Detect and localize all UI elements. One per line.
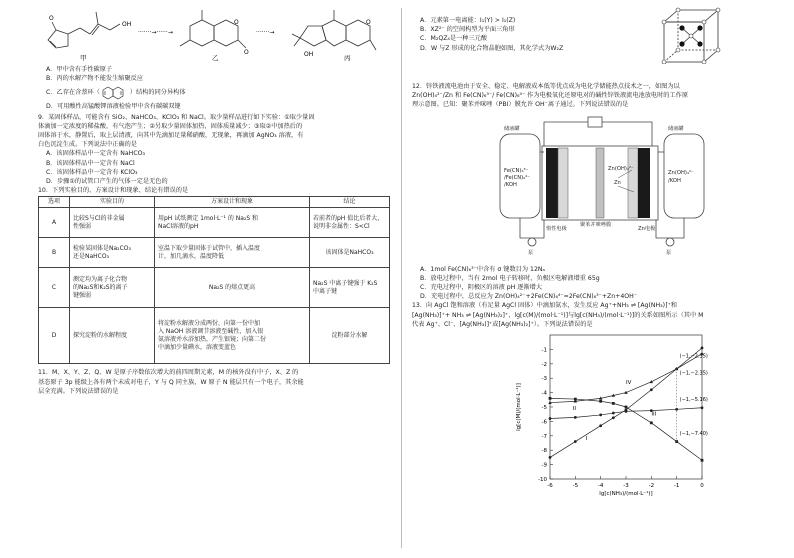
- table-header-row: [39, 197, 390, 208]
- table-cell: Na₂S 中离子键强于 K₂S 中离子键: [310, 268, 390, 308]
- q8-option-b: B．丙的水解产物不能发生缩聚反应: [46, 75, 144, 83]
- data-point: [612, 402, 615, 405]
- x-axis-label: lg[c(NH₃)/(mol·L⁻¹)]: [599, 490, 653, 497]
- left-electrode-label: 惰性电极: [546, 225, 567, 232]
- pump-right: [666, 238, 674, 246]
- x-tick-label: 0: [700, 482, 704, 489]
- battery-diagram: [412, 112, 760, 262]
- label-bing: 丙: [344, 54, 351, 62]
- q8-option-c-text-1: C．乙存在含萘环（: [46, 88, 100, 96]
- table-cell: 该固体是NaHCO₃: [310, 238, 390, 268]
- data-point: [701, 346, 704, 349]
- right-column: [412, 0, 760, 500]
- table-cell: 用pH 试纸测定 1mol·L⁻¹ 的 Na₂S 和 NaCl溶液的pH: [155, 208, 310, 238]
- q11-option-a: A．元素第一电离能：I₁(Y) > I₁(Z): [420, 17, 516, 24]
- yi-o2-label: O: [244, 49, 249, 56]
- q9-option-c: C．该固体样品中一定含有 KClO₃: [46, 168, 138, 176]
- zn-electrode: [638, 148, 650, 218]
- data-point: [574, 416, 577, 419]
- table-cell: B: [39, 238, 70, 268]
- q8-option-c-text-2: ）结构的同分异构体: [129, 88, 186, 96]
- table-row: [39, 308, 390, 364]
- x-tick-label: -3: [623, 482, 629, 489]
- q8-option-c: [38, 84, 390, 102]
- table-cell: 若前者的pH 值比后者大， 说明非金属性：S<Cl: [310, 208, 390, 238]
- table-cell: D: [39, 308, 70, 364]
- table-cell: 探究淀粉的水解程度: [70, 308, 155, 364]
- y-axis-label: lg[c(M)/(mol·L⁻¹)]: [516, 383, 522, 431]
- table-cell: Na₂S 的熔点更高: [155, 268, 310, 308]
- data-point: [612, 416, 615, 419]
- bing-o-label: O: [366, 19, 371, 26]
- data-point: [599, 424, 602, 427]
- right-solution-2: /KOH: [668, 177, 681, 184]
- q13-stem: 13．向 AgCl 饱和溶液（有足量 AgCl 固体）中滴加氨水，发生反应 Ag⁺+NH₃ ⇌ [Ag(NH₃)]⁺和 [Ag(NH₃)]⁺+ NH₃ ⇌ [Ag(NH₃)₂]⁺，lg[c(M)/(mol·L⁻¹)]与lg[c(NH₃)/(mol·L⁻¹)]的关系如图所示（其中 M 代表 Ag⁺、Cl⁻、[Ag(NH₃)]⁺或[Ag(NH₃)₂]⁺）。下列说法错误的是: [412, 302, 704, 328]
- q10-table: [38, 196, 390, 364]
- inert-electrode: [546, 148, 558, 218]
- structure-yi: [180, 10, 246, 48]
- column-divider: [401, 8, 402, 548]
- data-point: [650, 388, 653, 391]
- y-tick-label: -10: [538, 476, 547, 483]
- arrow-1: ·······→······→: [138, 29, 173, 36]
- y-tick-label: -6: [541, 419, 547, 426]
- q13-chart: [512, 329, 712, 497]
- pump-right-label: 泵: [666, 249, 672, 256]
- data-point: [625, 410, 628, 413]
- y-tick-label: -9: [541, 462, 547, 469]
- pump-left: [528, 238, 536, 246]
- q11-options-block: [412, 0, 760, 82]
- x-tick-label: -6: [547, 482, 553, 489]
- q11-stem: 11．M、X、Y、Z、Q、W 是原子序数依次增大的前四周期元素，M 的核外没有中子，X、Z 的 基态原子 3p 能级上各有两个未成对电子，Y 与 Q 同主族，W 原子 N 能层只有一个电子，其余能 层全充满。下列说法错误的是: [38, 369, 304, 395]
- table-cell: 室温下取少量固体于试管中，插入温度 计，加几滴水，温度降低: [155, 238, 310, 268]
- q11-option-d: D．W 与Z 形成的化合物晶胞如图，其化学式为W₂Z: [420, 44, 564, 52]
- q8-option-a: A．甲中含有手性碳原子: [46, 66, 113, 74]
- q12-option-c: C．充电过程中，阴极区的溶液 pH 逐渐增大: [420, 284, 543, 292]
- q9-option-a: A．该固体样品中一定含有 NaHCO₃: [46, 150, 146, 158]
- table-row: [39, 238, 390, 268]
- q10-stem: 10．下列实验目的、方案设计和现象、结论有错误的是: [38, 187, 189, 195]
- data-point: [612, 412, 615, 415]
- right-solution-1: Zn(OH)₄²⁻: [668, 169, 694, 176]
- y-tick-label: -3: [541, 376, 547, 383]
- structure-bing: [292, 10, 376, 50]
- table-cell: 检验某固体是Na₂CO₃ 还是NaHCO₃: [70, 238, 155, 268]
- point-annotation: (−1,−2.35): [679, 353, 708, 360]
- left-solution-1: Fe(CN)₆³⁻: [504, 167, 529, 174]
- label-yi: 乙: [212, 54, 219, 62]
- x-tick-label: -2: [648, 482, 655, 489]
- q11-option-b: B．XZ²⁻ 的空间构型为平面三角形: [420, 26, 515, 34]
- tank-right-label: 储液罐: [668, 125, 684, 132]
- graphite-felt-right: [628, 148, 638, 218]
- header-cell: 结论: [310, 197, 390, 208]
- header-cell: 实验目的: [70, 197, 155, 208]
- y-tick-label: -1: [541, 347, 547, 354]
- y-tick-label: -4: [541, 390, 547, 397]
- table-cell: A: [39, 208, 70, 238]
- crystal-cell: [660, 6, 722, 64]
- naphthalene-ring: [101, 85, 129, 101]
- data-point: [574, 440, 577, 443]
- table-cell: C: [39, 268, 70, 308]
- data-point: [701, 406, 704, 409]
- q9-stem: 9．某固体样品，可能含有 SiO₂、NaHCO₃、KClO₃ 和 NaCl。取少量样品进行如下实验：①取少量固 体滴加一定浓度的稀盐酸，有气泡产生；②另取少量固体加热，固体质量减少；③取②中加热后的 固体溶于水，静置后，取上层清液，向其中先滴加足量稀硝酸，无现象，再滴加 AgNO₃ 溶液，有 白色沉淀生成。下列说法中正确的是: [38, 113, 315, 149]
- q12-option-a: A．1mol Fe(CN)₆³⁻中含有 σ 键数目为 12Nₐ: [420, 265, 545, 273]
- q8-structures: [38, 0, 390, 62]
- left-solution-2: /Fe(CN)₆⁴⁻: [504, 174, 531, 181]
- x-tick-label: -4: [597, 482, 604, 489]
- table-cell: 测定均为离子化合物 的Na₂S和K₂S的离子 键强弱: [70, 268, 155, 308]
- y-tick-label: -8: [541, 448, 547, 455]
- jia-o-label: O: [49, 15, 54, 22]
- q12-option-d: D．充电过程中，总反应为 Zn(OH)₄²⁻+2Fe(CN)₆⁴⁻=2Fe(CN)₆³⁻+Zn+4OH⁻: [420, 293, 638, 301]
- table-cell: 将淀粉水解液分成两份，向第一份中加 入 NaOH 溶液调节溶液至碱性，加入银 氨溶液并水浴加热，产生银镜；向第二份 中滴加少量碘水，溶液变蓝色: [155, 308, 310, 364]
- curve-label: II: [572, 405, 577, 412]
- right-electrode-label: Zn电极: [638, 225, 656, 232]
- series-line-IV: [550, 354, 702, 403]
- pump-left-label: 泵: [528, 249, 534, 256]
- data-point: [650, 421, 653, 424]
- x-tick-label: -5: [572, 482, 579, 489]
- data-point: [625, 405, 628, 408]
- zn-metal-label: Zn: [614, 179, 621, 186]
- table-cell: 比较S与Cl的非金属 性强弱: [70, 208, 155, 238]
- tank-left-label: 储液罐: [504, 125, 520, 132]
- bing-oh-label: OH: [304, 51, 314, 58]
- curve-label: I: [585, 436, 588, 443]
- curve-label: IV: [626, 379, 632, 386]
- data-point: [599, 413, 602, 416]
- q12-option-b: B．放电过程中，当有 2mol 电子转移时，负极区电解液增重 65g: [420, 274, 600, 282]
- membrane-label: 聚苯并咪唑膜: [580, 221, 612, 228]
- jia-oh-label: OH: [122, 21, 132, 28]
- table-cell: 淀粉部分水解: [310, 308, 390, 364]
- data-point: [599, 400, 602, 403]
- x-tick-label: -1: [673, 482, 680, 489]
- structure-jia: [48, 12, 120, 48]
- graphite-felt-left: [558, 148, 568, 218]
- table-row: [39, 208, 390, 238]
- header-cell: 方案设计和现象: [155, 197, 310, 208]
- y-tick-label: -7: [541, 433, 547, 440]
- label-jia: 甲: [80, 54, 87, 62]
- data-point: [701, 459, 704, 462]
- left-solution-3: /KOH: [504, 181, 517, 188]
- q9-option-b: B．该固体样品中一定含有 NaCl: [46, 159, 135, 167]
- data-point: [549, 417, 552, 420]
- point-annotation: (−1,−5.16): [679, 397, 708, 404]
- pbi-membrane: [596, 148, 604, 218]
- point-annotation: (−1,−7.40): [679, 430, 708, 437]
- table-row: [39, 268, 390, 308]
- curve-label: III: [651, 411, 657, 418]
- data-point: [549, 456, 552, 459]
- zn-ion-label: Zn(OH)₄²⁻: [608, 165, 634, 172]
- q12-stem: 12．锌铁液流电池由于安全、稳定、电解液成本低等优点成为电化学储能热点技术之一，如图为以 Zn(OH)₄²⁻/Zn 和 Fe(CN)₆³⁻/ Fe(CN)₆⁴⁻ 作为电极氧化还原电对的碱性锌铁液流电池放电时的工作原 理示意图。已知：聚苯并咪唑（PBI）膜允许 OH⁻离子通过。下列说法错误的是: [412, 83, 689, 109]
- arrow-2: ·······→: [256, 29, 275, 36]
- y-tick-label: -5: [541, 404, 547, 411]
- left-column: [38, 0, 390, 396]
- point-annotation: (−1,−2.35): [679, 370, 708, 377]
- q9-option-d: D．步骤①的试管口产生的气体一定是无色的: [46, 177, 168, 185]
- q11-option-c: C．M₂QZ₄是一种三元酸: [420, 35, 488, 43]
- q8-option-d: D．可用酸性高锰酸钾溶液检验甲中含有碳碳双键: [46, 102, 181, 110]
- yi-o-label: O: [234, 19, 239, 26]
- header-cell: 选项: [39, 197, 70, 208]
- y-tick-label: -2: [541, 361, 547, 368]
- data-point: [549, 397, 552, 400]
